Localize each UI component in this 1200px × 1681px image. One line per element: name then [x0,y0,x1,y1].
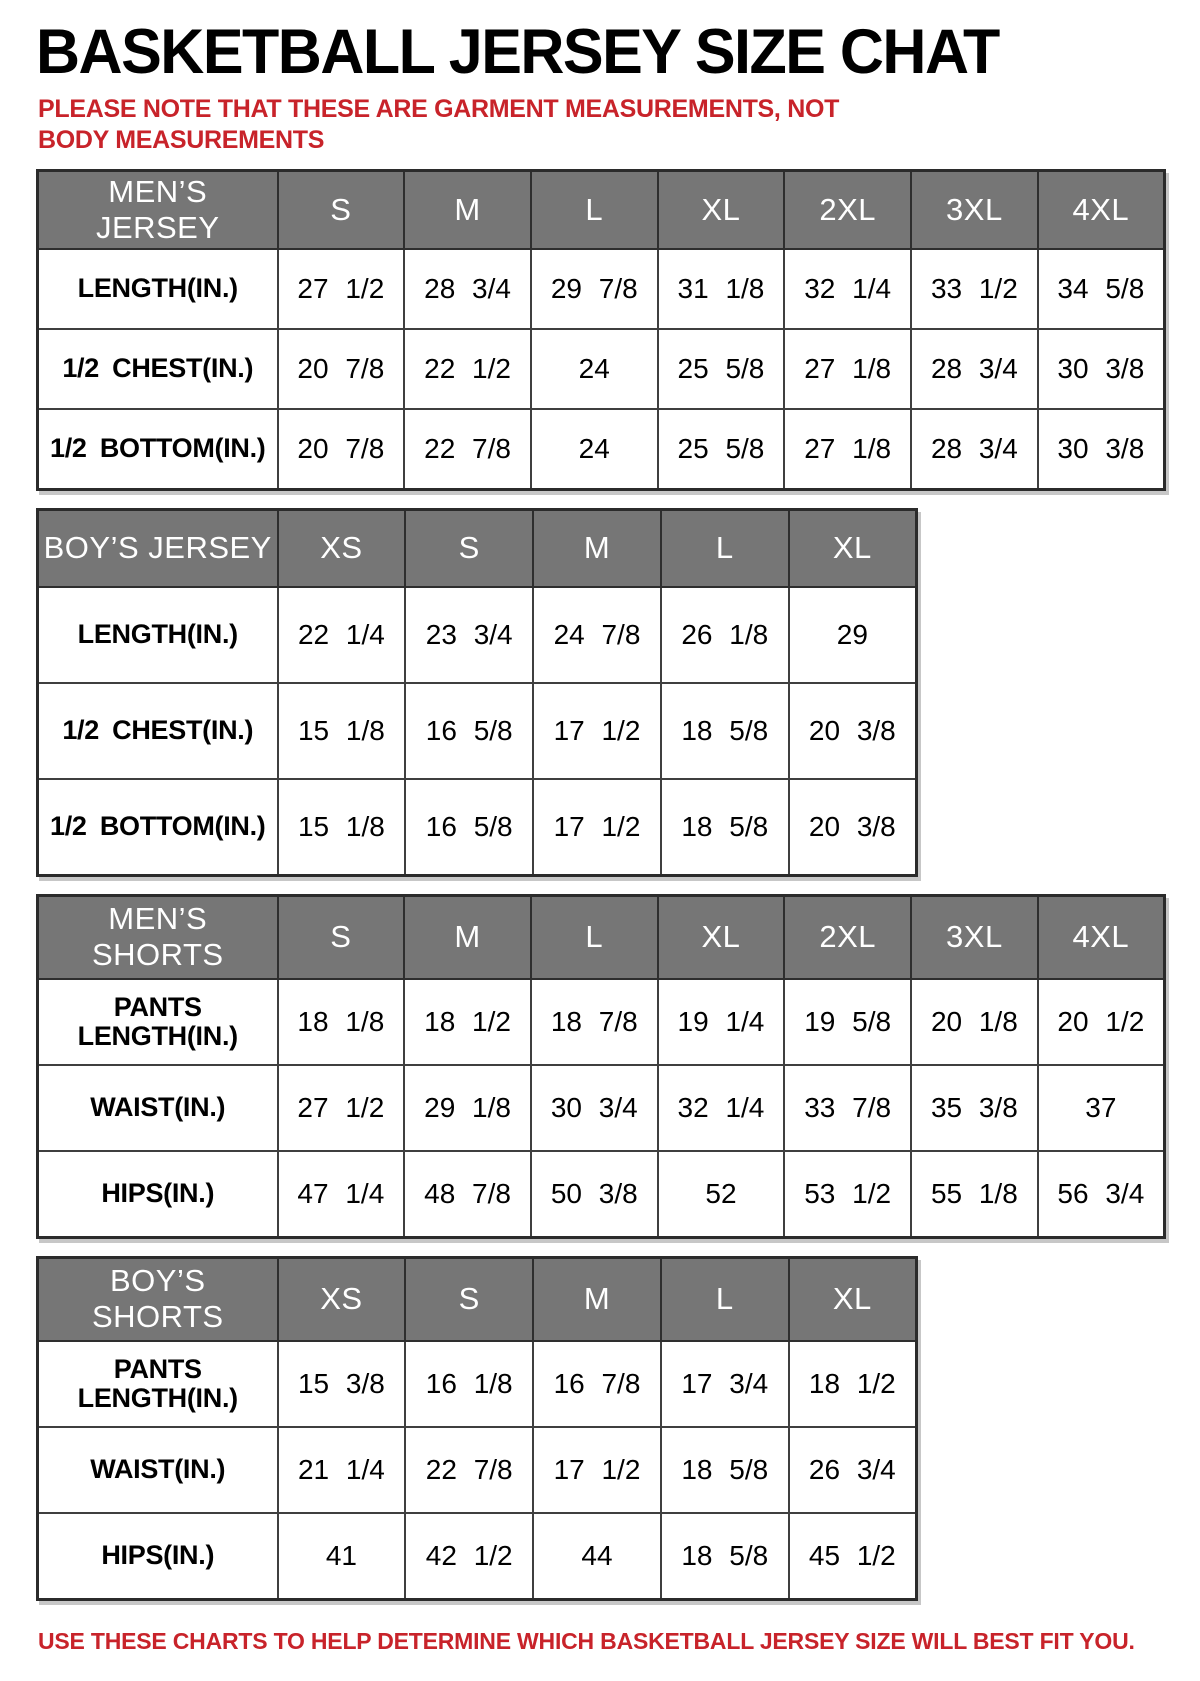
table-row [38,1427,917,1513]
table-row [38,979,1165,1065]
size-header-cell: M [533,509,661,587]
measurement-cell: 18 7/8 [531,979,658,1065]
table-row [38,1065,1165,1151]
table-row [38,779,917,875]
row-label-cell: PANTS LENGTH(IN.) [38,979,278,1065]
size-header-cell: XL [658,895,785,979]
size-header-cell: M [404,171,531,250]
row-label-cell: HIPS(IN.) [38,1151,278,1237]
measurement-cell: 18 5/8 [661,683,789,779]
measurement-cell: 18 1/2 [404,979,531,1065]
size-header-cell: XL [789,1257,917,1341]
size-header-cell: S [278,895,405,979]
measurement-cell: 18 5/8 [661,1513,789,1599]
size-header-cell: M [533,1257,661,1341]
measurement-cell: 20 7/8 [278,329,405,409]
size-header-cell: XS [278,509,406,587]
size-header-cell: L [661,1257,789,1341]
measurement-cell: 27 1/8 [784,329,911,409]
row-label-cell: 1/2 CHEST(IN.) [38,329,278,409]
measurement-cell: 25 5/8 [658,329,785,409]
measurement-cell: 29 1/8 [404,1065,531,1151]
measurement-cell: 16 5/8 [405,779,533,875]
table-row [38,1341,917,1427]
row-label-cell: 1/2 BOTTOM(IN.) [38,409,278,489]
measurement-cell: 34 5/8 [1038,249,1165,329]
page-title: BASKETBALL JERSEY SIZE CHAT [36,15,999,87]
row-label-cell: 1/2 BOTTOM(IN.) [38,779,278,875]
table-row [38,683,917,779]
measurement-cell: 29 [789,587,917,683]
measurement-cell: 24 7/8 [533,587,661,683]
measurement-cell: 20 1/2 [1038,979,1165,1065]
measurement-cell: 17 3/4 [661,1341,789,1427]
measurement-cell: 18 1/2 [789,1341,917,1427]
measurement-cell: 33 7/8 [784,1065,911,1151]
size-header-cell: XL [658,171,785,250]
size-header-cell: M [404,895,531,979]
measurement-cell: 19 1/4 [658,979,785,1065]
table-row [38,1513,917,1599]
measurement-cell: 53 1/2 [784,1151,911,1237]
mens-jersey-header-row [38,171,1165,250]
measurement-cell: 20 3/8 [789,779,917,875]
measurement-cell: 42 1/2 [405,1513,533,1599]
measurement-cell: 56 3/4 [1038,1151,1165,1237]
size-header-cell: L [531,895,658,979]
measurement-cell: 22 1/4 [278,587,406,683]
table-row [38,249,1165,329]
mens-jersey-title-cell: MEN’S JERSEY [38,171,278,250]
measurement-cell: 28 3/4 [911,329,1038,409]
measurement-cell: 16 7/8 [533,1341,661,1427]
measurement-cell: 16 1/8 [405,1341,533,1427]
size-header-cell: XS [278,1257,406,1341]
size-header-cell: S [278,171,405,250]
measurement-cell: 15 1/8 [278,779,406,875]
size-header-cell: 3XL [911,895,1038,979]
measurement-cell: 45 1/2 [789,1513,917,1599]
measurement-cell: 25 5/8 [658,409,785,489]
row-label-cell: WAIST(IN.) [38,1065,278,1151]
garment-measurement-note: PLEASE NOTE THAT THESE ARE GARMENT MEASUREMENTS, NOT BODY MEASUREMENTS [38,95,840,154]
measurement-cell: 22 1/2 [404,329,531,409]
measurement-cell: 52 [658,1151,785,1237]
measurement-cell: 30 3/8 [1038,409,1165,489]
row-label-cell: WAIST(IN.) [38,1427,278,1513]
size-header-cell: L [661,509,789,587]
measurement-cell: 16 5/8 [405,683,533,779]
measurement-cell: 31 1/8 [658,249,785,329]
row-label-cell: HIPS(IN.) [38,1513,278,1599]
row-label-cell: LENGTH(IN.) [38,587,278,683]
measurement-cell: 15 3/8 [278,1341,406,1427]
measurement-cell: 20 7/8 [278,409,405,489]
size-header-cell: 4XL [1038,171,1165,250]
measurement-cell: 18 5/8 [661,779,789,875]
measurement-cell: 33 1/2 [911,249,1038,329]
size-header-cell: S [405,1257,533,1341]
measurement-cell: 15 1/8 [278,683,406,779]
mens-jersey-table [36,169,1166,491]
size-header-cell: L [531,171,658,250]
measurement-cell: 22 7/8 [404,409,531,489]
measurement-cell: 20 3/8 [789,683,917,779]
measurement-cell: 21 1/4 [278,1427,406,1513]
boys-jersey-title-cell: BOY’S JERSEY [38,509,278,587]
table-row [38,409,1165,489]
size-header-cell: 4XL [1038,895,1165,979]
size-header-cell: S [405,509,533,587]
measurement-cell: 17 1/2 [533,1427,661,1513]
measurement-cell: 17 1/2 [533,779,661,875]
measurement-cell: 20 1/8 [911,979,1038,1065]
mens-shorts-header-row [38,895,1165,979]
boys-shorts-header-row [38,1257,917,1341]
boys-shorts-table [36,1256,918,1601]
measurement-cell: 30 3/4 [531,1065,658,1151]
measurement-cell: 28 3/4 [404,249,531,329]
measurement-cell: 27 1/2 [278,249,405,329]
measurement-cell: 47 1/4 [278,1151,405,1237]
mens-shorts-table [36,894,1166,1239]
measurement-cell: 19 5/8 [784,979,911,1065]
measurement-cell: 28 3/4 [911,409,1038,489]
measurement-cell: 27 1/8 [784,409,911,489]
measurement-cell: 24 [531,409,658,489]
measurement-cell: 18 1/8 [278,979,405,1065]
measurement-cell: 23 3/4 [405,587,533,683]
size-header-cell: XL [789,509,917,587]
row-label-cell: PANTS LENGTH(IN.) [38,1341,278,1427]
measurement-cell: 50 3/8 [531,1151,658,1237]
measurement-cell: 27 1/2 [278,1065,405,1151]
measurement-cell: 26 3/4 [789,1427,917,1513]
measurement-cell: 41 [278,1513,406,1599]
size-header-cell: 2XL [784,895,911,979]
row-label-cell: 1/2 CHEST(IN.) [38,683,278,779]
measurement-cell: 32 1/4 [784,249,911,329]
table-row [38,1151,1165,1237]
size-header-cell: 3XL [911,171,1038,250]
table-row [38,587,917,683]
measurement-cell: 32 1/4 [658,1065,785,1151]
size-header-cell: 2XL [784,171,911,250]
row-label-cell: LENGTH(IN.) [38,249,278,329]
measurement-cell: 35 3/8 [911,1065,1038,1151]
measurement-cell: 55 1/8 [911,1151,1038,1237]
table-row [38,329,1165,409]
boys-shorts-title-cell: BOY’S SHORTS [38,1257,278,1341]
boys-jersey-header-row [38,509,917,587]
boys-jersey-table [36,508,918,877]
measurement-cell: 22 7/8 [405,1427,533,1513]
measurement-cell: 30 3/8 [1038,329,1165,409]
measurement-cell: 26 1/8 [661,587,789,683]
measurement-cell: 37 [1038,1065,1165,1151]
footer-note: USE THESE CHARTS TO HELP DETERMINE WHICH BASKETBALL JERSEY SIZE WILL BEST FIT YOU. [38,1627,1135,1654]
measurement-cell: 17 1/2 [533,683,661,779]
measurement-cell: 18 5/8 [661,1427,789,1513]
measurement-cell: 24 [531,329,658,409]
measurement-cell: 44 [533,1513,661,1599]
measurement-cell: 29 7/8 [531,249,658,329]
mens-shorts-title-cell: MEN’S SHORTS [38,895,278,979]
measurement-cell: 48 7/8 [404,1151,531,1237]
